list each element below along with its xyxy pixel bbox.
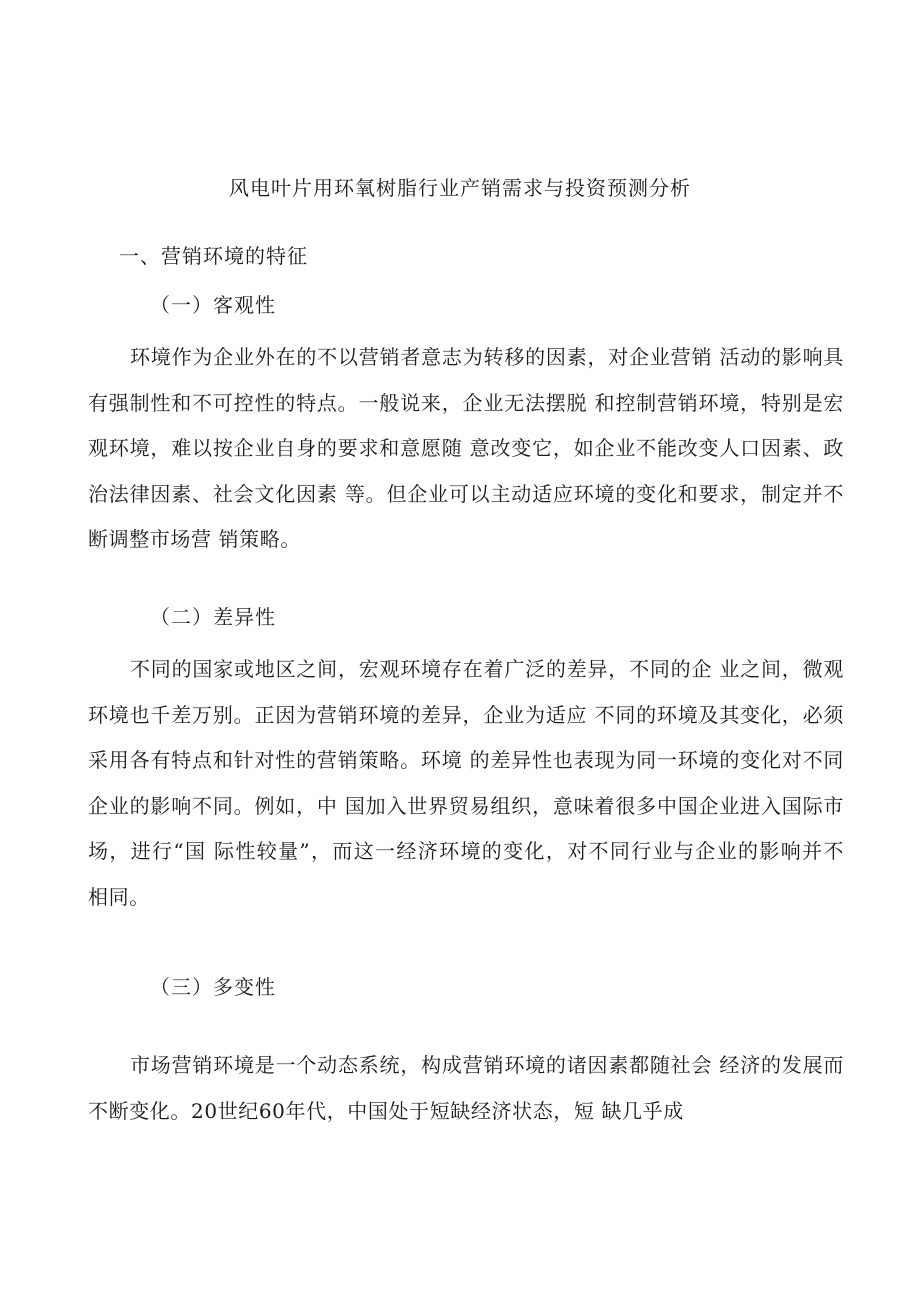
paragraph-variability: 市场营销环境是一个动态系统，构成营销环境的诸因素都随社会 经济的发展而不断变化。20世纪60年代，中国处于短缺经济状态，短 缺几乎成 xyxy=(88,1053,844,1123)
document-title: 风电叶片用环氧树脂行业产销需求与投资预测分析 xyxy=(229,176,691,200)
subsection-heading-variability: （三）多变性 xyxy=(150,975,276,999)
paragraph-difference: 不同的国家或地区之间，宏观环境存在着广泛的差异，不同的企 业之间，微观环境也千差万别。正因为营销环境的差异，企业为适应 不同的环境及其变化，必须采用各有特点和针对性的营销策略。环境 的差异性也表现为同一环境的变化对不同企业的影响不同。例如，中 国加入世界贸易组织，意味着很多中国企业进入国际市场，进行“国 际性较量”，而这一经济环境的变化，对不同行业与企业的影响并不 相同。 xyxy=(88,657,844,909)
section-heading: 一、营销环境的特征 xyxy=(119,244,308,268)
subsection-heading-objectivity: （一）客观性 xyxy=(150,293,276,317)
paragraph-objectivity: 环境作为企业外在的不以营销者意志为转移的因素，对企业营销 活动的影响具有强制性和不可控性的特点。一般说来，企业无法摆脱 和控制营销环境，特别是宏观环境，难以按企业自身的要求和意愿随 意改变它，如企业不能改变人口因素、政治法律因素、社会文化因素 等。但企业可以主动适应环境的变化和要求，制定并不断调整市场营 销策略。 xyxy=(88,345,844,551)
subsection-heading-difference: （二）差异性 xyxy=(150,605,276,629)
